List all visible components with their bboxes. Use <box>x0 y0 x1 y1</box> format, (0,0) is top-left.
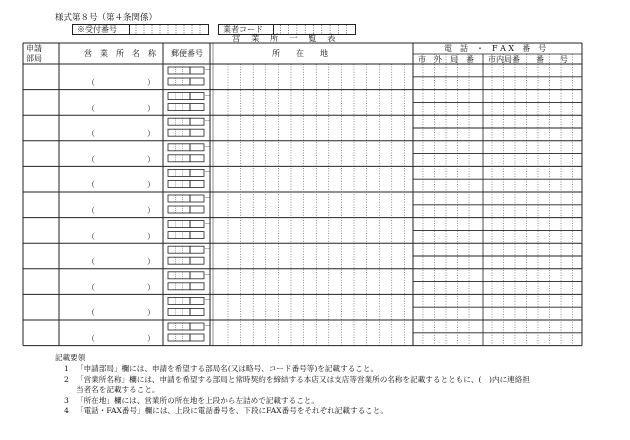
note-number: 4 <box>64 406 69 415</box>
postal-upper-first3[interactable] <box>168 195 190 202</box>
note-text: 「電話・FAX番号」欄には、上段に電話番号を、下段にFAX番号をそれぞれ記載すること。 <box>76 406 388 415</box>
postal-upper-last4[interactable] <box>190 323 204 330</box>
postal-lower-last4[interactable] <box>190 308 204 315</box>
postal-dash: － <box>204 296 211 305</box>
header-local-number: 市内局番 番 号 <box>488 55 568 64</box>
contact-paren-close: ） <box>147 180 155 190</box>
postal-upper-last4[interactable] <box>190 169 204 176</box>
contact-paren-open: （ <box>87 129 95 139</box>
contact-paren-open: （ <box>87 180 95 190</box>
postal-upper-first3[interactable] <box>168 118 190 125</box>
postal-lower-first3[interactable] <box>168 283 190 290</box>
postal-lower-last4[interactable] <box>190 283 204 290</box>
postal-dash: － <box>204 322 211 330</box>
note-number: 3 <box>64 395 69 405</box>
postal-upper-first3[interactable] <box>168 297 190 304</box>
postal-lower-last4[interactable] <box>190 180 204 187</box>
contact-paren-open: （ <box>87 308 95 318</box>
contact-paren-open: （ <box>87 154 95 164</box>
postal-dash: － <box>204 142 211 151</box>
postal-lower-first3[interactable] <box>168 206 190 213</box>
postal-lower-first3[interactable] <box>168 257 190 264</box>
contact-paren-close: ） <box>147 257 155 267</box>
postal-upper-last4[interactable] <box>190 93 204 100</box>
form-number: 様式第８号（第４条関係） <box>55 13 158 23</box>
notes-title: 記載要領 <box>55 353 86 362</box>
header-office-name: 営 業 所 名 称 <box>84 49 156 58</box>
postal-upper-first3[interactable] <box>168 169 190 176</box>
postal-dash: － <box>204 91 211 100</box>
contact-paren-close: ） <box>147 231 155 241</box>
note-number: 2 <box>64 374 69 384</box>
postal-upper-last4[interactable] <box>190 67 204 74</box>
postal-lower-last4[interactable] <box>190 78 204 85</box>
contact-paren-close: ） <box>147 308 155 318</box>
contact-paren-open: （ <box>87 282 95 292</box>
contact-paren-close: ） <box>147 282 155 292</box>
postal-lower-last4[interactable] <box>190 232 204 239</box>
contact-paren-close: ） <box>147 103 155 113</box>
postal-lower-first3[interactable] <box>168 129 190 136</box>
postal-lower-first3[interactable] <box>168 104 190 111</box>
postal-upper-first3[interactable] <box>168 67 190 74</box>
postal-lower-last4[interactable] <box>190 155 204 162</box>
contact-paren-close: ） <box>147 334 155 343</box>
header-address: 所 在 地 <box>272 49 328 58</box>
postal-lower-last4[interactable] <box>190 129 204 136</box>
postal-upper-first3[interactable] <box>168 93 190 100</box>
page-title: 営 業 所 一 覧 表 <box>232 34 337 44</box>
contact-paren-open: （ <box>87 231 95 241</box>
receipt-number-label: ※受付番号 <box>77 25 117 34</box>
contact-paren-open: （ <box>87 103 95 113</box>
postal-lower-first3[interactable] <box>168 78 190 85</box>
postal-upper-last4[interactable] <box>190 221 204 228</box>
vendor-code-label: 業者コード <box>223 25 263 34</box>
postal-upper-first3[interactable] <box>168 144 190 151</box>
postal-lower-first3[interactable] <box>168 232 190 239</box>
header-dept-1: 申請 <box>26 44 42 53</box>
contact-paren-open: （ <box>87 78 95 87</box>
postal-upper-last4[interactable] <box>190 272 204 279</box>
postal-lower-last4[interactable] <box>190 334 204 341</box>
postal-upper-last4[interactable] <box>190 246 204 253</box>
note-text: 「所在地」欄には、営業所の所在地を上段から左詰めで記載すること。 <box>76 395 319 405</box>
postal-upper-last4[interactable] <box>190 195 204 202</box>
postal-upper-first3[interactable] <box>168 221 190 228</box>
postal-dash: － <box>204 270 211 279</box>
contact-paren-close: ） <box>147 78 155 87</box>
postal-lower-last4[interactable] <box>190 104 204 111</box>
postal-upper-last4[interactable] <box>190 297 204 304</box>
postal-lower-last4[interactable] <box>190 257 204 264</box>
postal-upper-last4[interactable] <box>190 118 204 125</box>
postal-lower-first3[interactable] <box>168 155 190 162</box>
postal-lower-first3[interactable] <box>168 308 190 315</box>
postal-dash: － <box>204 219 211 228</box>
postal-dash: － <box>204 168 211 177</box>
postal-lower-last4[interactable] <box>190 206 204 213</box>
header-postal: 郵便番号 <box>171 49 203 58</box>
postal-dash: － <box>204 66 211 74</box>
note-text: 当者名を記載すること。 <box>76 385 160 394</box>
note-number: 1 <box>64 364 69 373</box>
contact-paren-close: ） <box>147 154 155 164</box>
header-dept-2: 部局 <box>26 54 42 63</box>
postal-lower-first3[interactable] <box>168 334 190 341</box>
postal-dash: － <box>204 117 211 126</box>
contact-paren-close: ） <box>147 129 155 139</box>
note-text: 「申請部局」欄には、申請を希望する部局名(又は略号、コード番号等)を記載すること。 <box>76 364 379 373</box>
postal-upper-first3[interactable] <box>168 323 190 330</box>
header-tel-fax: 電 話 ・ F A X 番 号 <box>444 44 547 53</box>
header-area-code: 市 外 局 番 <box>418 55 474 64</box>
postal-dash: － <box>204 194 211 202</box>
postal-upper-first3[interactable] <box>168 272 190 279</box>
postal-lower-first3[interactable] <box>168 180 190 187</box>
note-text: 「営業所名称」欄には、申請を希望する部局と常時契約を締結する本店又は支店等営業所の名称を記載するとともに、( )内に連絡担 <box>76 374 530 384</box>
postal-upper-last4[interactable] <box>190 144 204 151</box>
contact-paren-open: （ <box>87 206 95 215</box>
contact-paren-open: （ <box>87 257 95 267</box>
contact-paren-open: （ <box>87 334 95 343</box>
contact-paren-close: ） <box>147 206 155 215</box>
postal-dash: － <box>204 245 211 254</box>
postal-upper-first3[interactable] <box>168 246 190 253</box>
